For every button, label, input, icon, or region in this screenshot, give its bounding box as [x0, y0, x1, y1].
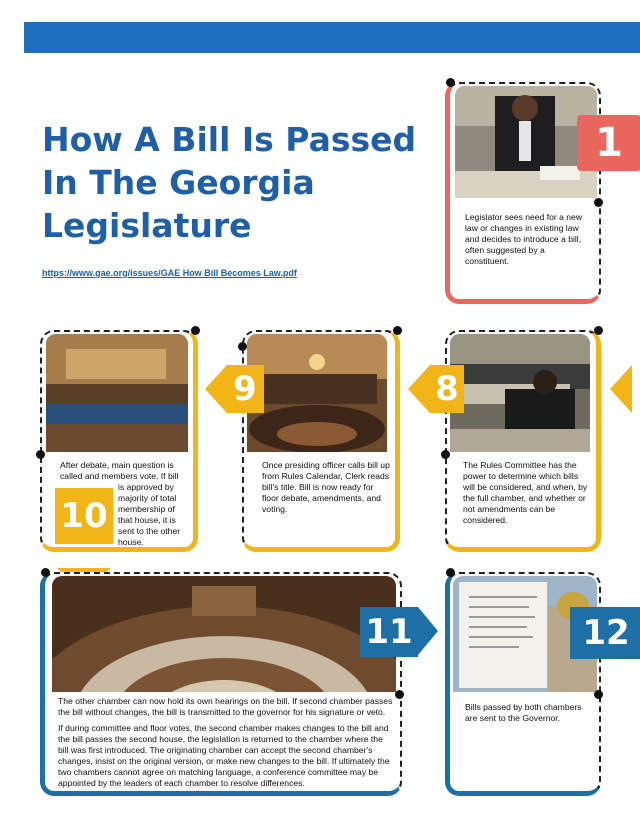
step-8-arrow-in [610, 365, 632, 413]
step-1-description: Legislator sees need for a new law or changes in existing law and decides to introduce a bill, often suggested by a constituent. [465, 212, 583, 266]
step-11-dot-right [395, 690, 404, 699]
step-9-dot-left [238, 342, 247, 351]
step-1-dot-mid [594, 198, 603, 207]
step-11-card [40, 572, 402, 796]
step-9-arrow [205, 365, 227, 413]
step-11-description [58, 696, 394, 794]
step-8-arrow [408, 365, 430, 413]
step-11-paragraph-1: The other chamber can now hold its own hearings on the bill. If second chamber passes the bill without changes, the bill is transmitted to the governor for his signature or veto. [58, 696, 393, 717]
page-title: How A Bill Is Passed In The Georgia Legislature [42, 120, 417, 245]
step-9-dot-top [393, 326, 402, 335]
step-10-photo [46, 334, 188, 452]
step-12-dot-top [446, 568, 455, 577]
step-11-paragraph-2: If during committee and floor votes, the second chamber makes changes to the bill and the bill passes the second house, the legislation is returned to the chamber where the bill was first introduced. The originating chamber can accept the second chamber's changes, insist on the original version, or make new changes to the bill. If ultimately the two chambers cannot agree on matching language, a conference committee may be appointed by the leaders of each chamber to resolve differences. [58, 723, 390, 788]
step-8-photo [450, 334, 590, 452]
step-9-badge: 9 [226, 365, 264, 413]
step-11-photo [52, 576, 396, 692]
step-9-photo [247, 334, 387, 452]
step-1-dot-top [446, 78, 455, 87]
step-8-dot-left [441, 450, 450, 459]
step-12-card [445, 572, 630, 796]
source-link[interactable]: https://www.gae.org/issues/GAE How Bill Becomes Law.pdf [42, 268, 297, 278]
step-9-description: Once presiding officer calls bill up from Rules Calendar, Clerk reads bill's title. Bill is now ready for floor debate, amendments, and voting. [262, 460, 390, 514]
step-11-dot-top [41, 568, 50, 577]
step-12-dot-right [594, 690, 603, 699]
step-8-dot-top [594, 326, 603, 335]
step-1-card [445, 82, 623, 304]
step-8-card [445, 330, 601, 552]
step-8-description: The Rules Committee has the power to determine which bills will be considered, and when, by the full chamber, and whether or not amendments can be considered. [463, 460, 588, 525]
step-12-description: Bills passed by both chambers are sent to the Governor. [465, 702, 582, 723]
step-12-badge: 12 [570, 607, 640, 659]
step-10-text-tail: is approved by majority of total membership of that house, it is sent to the other house. [118, 482, 181, 547]
step-10-text-lead: After debate, main question is called and members vote. If bill [60, 460, 179, 481]
step-9-card [242, 330, 400, 552]
top-banner [24, 22, 640, 53]
step-10-dot-top [191, 326, 200, 335]
step-10-dot-left [36, 450, 45, 459]
step-10-badge: 10 [55, 488, 113, 544]
step-11-badge: 11 [360, 607, 418, 657]
step-1-photo [455, 86, 597, 198]
step-11-arrow [418, 607, 438, 655]
step-8-badge: 8 [430, 365, 464, 413]
step-1-badge: 1 [577, 115, 640, 171]
